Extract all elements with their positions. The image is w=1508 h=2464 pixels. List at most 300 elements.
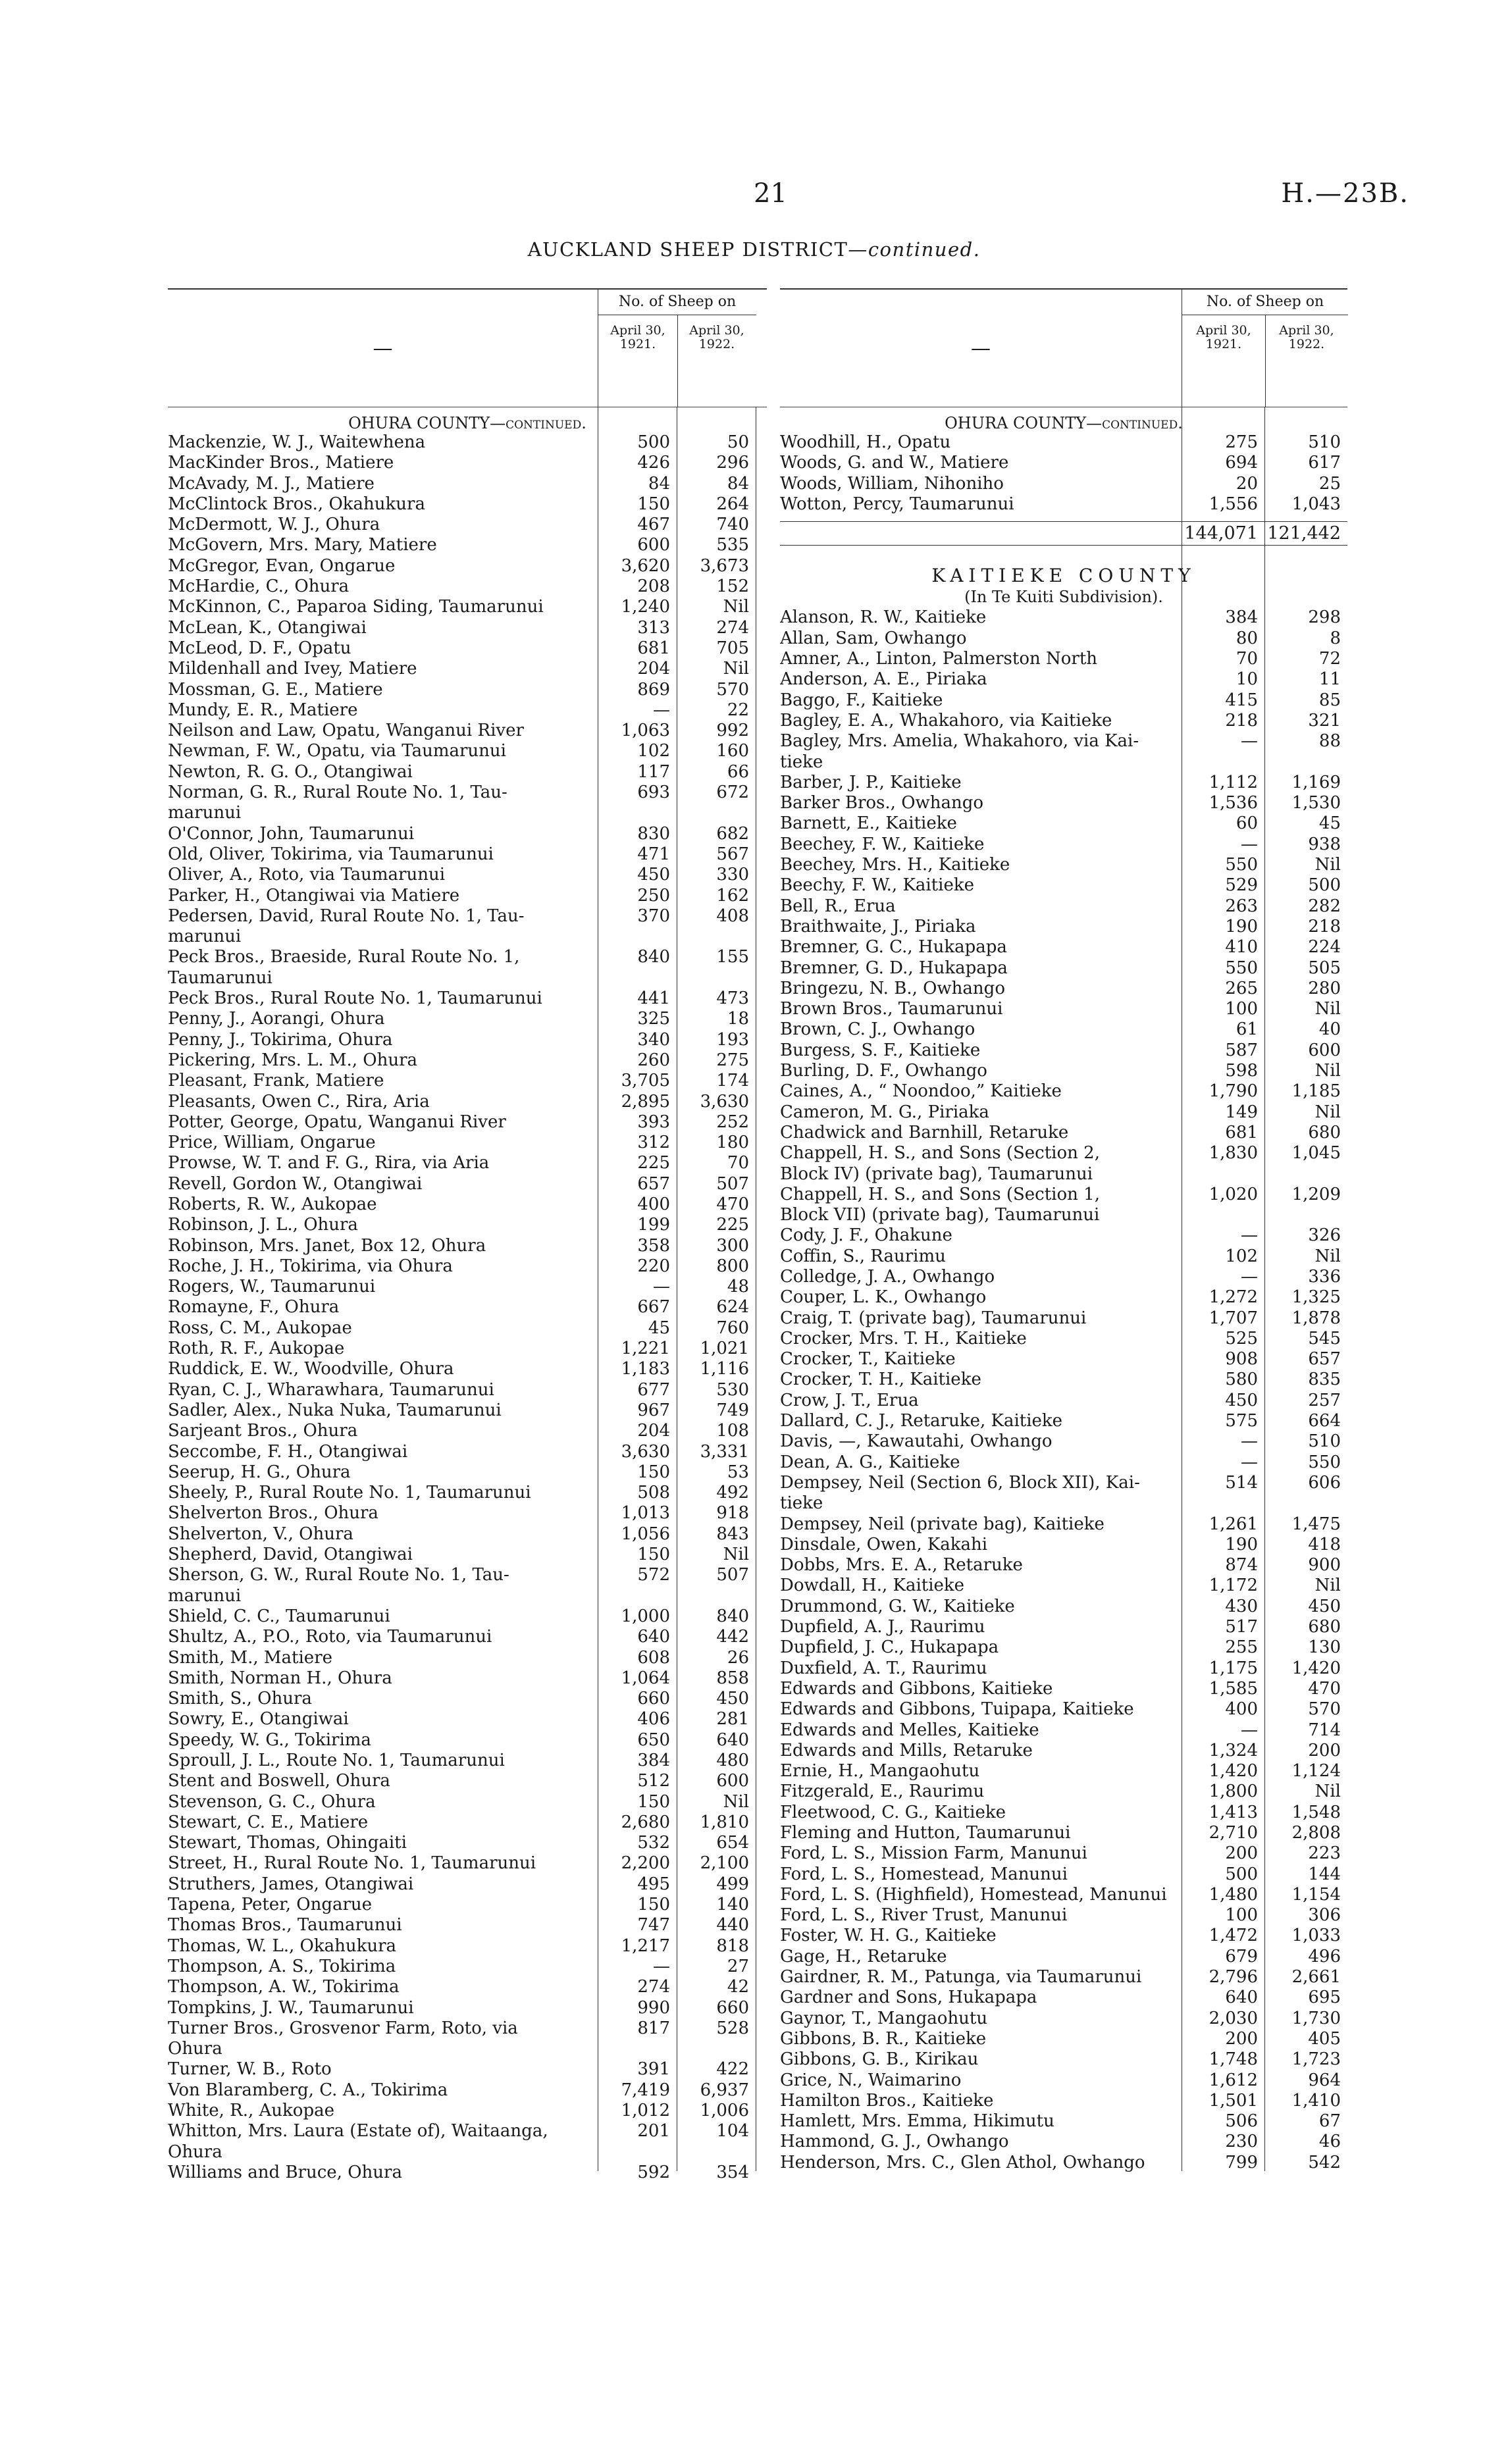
owner-name: Roberts, R. W., Aukopae [168,1194,377,1214]
owner-name: Newton, R. G. O., Otangiwai [168,761,413,782]
owner-name: Crocker, Mrs. T. H., Kaitieke [780,1328,1027,1348]
owner-name: Bremner, G. D., Hukapapa [780,958,1008,978]
owner-name: Tompkins, J. W., Taumarunui [168,1997,414,2018]
table-row [780,2070,1347,2091]
owner-name: Old, Oliver, Tokirima, via Taumarunui [168,844,494,864]
sheep-1921: 667 [637,1297,670,1318]
sheep-1921: 608 [637,1647,670,1668]
sheep-1922: 160 [716,741,749,761]
sheep-1921: 575 [1225,1411,1258,1431]
sheep-1921: 1,112 [1209,772,1258,792]
table-row [780,711,1347,731]
sheep-1922: 85 [1318,690,1341,710]
sheep-1922: 760 [716,1318,749,1338]
right-table-body [780,407,1347,2173]
sheep-1921: 100 [1225,999,1258,1019]
sheep-1922: 274 [716,617,749,638]
owner-name: Sheely, P., Rural Route No. 1, Taumarunui [168,1483,531,1503]
owner-name: Pleasants, Owen C., Rira, Aria [168,1091,430,1112]
owner-name: Thomas, W. L., Okahukura [168,1936,397,1956]
sheep-1922: 800 [716,1256,749,1276]
sheep-1922: 84 [727,473,749,494]
owner-name: Thomas Bros., Taumarunui [168,1915,402,1936]
sheep-1921: 358 [637,1235,670,1256]
owner-name: Beechey, F. W., Kaitieke [780,834,985,854]
sheep-1922: 660 [716,1997,749,2018]
owner-name: Hamlett, Mrs. Emma, Hikimutu [780,2111,1054,2132]
sheep-1922: Nil [723,597,749,617]
sheep-1922: 130 [1308,1637,1341,1658]
owner-name: Williams and Bruce, Ohura [168,2162,402,2182]
owner-name: Braithwaite, J., Piriaka [780,916,976,937]
owner-name: Sarjeant Bros., Ohura [168,1421,358,1441]
sheep-1922: 42 [727,1977,749,1997]
sheep-1921: 1,585 [1209,1678,1258,1699]
sheep-1921: 150 [637,1462,670,1482]
sheep-1922: 223 [1308,1843,1341,1864]
table-row [780,649,1347,669]
owner-name: Dempsey, Neil (Section 6, Block XII), Kai- [780,1472,1140,1493]
sheep-1921: 640 [637,1627,670,1647]
sheep-1921: 3,705 [621,1071,670,1091]
sheep-1922: 88 [1318,731,1341,752]
sheep-1922: 2,808 [1291,1823,1341,1843]
owner-name: Anderson, A. E., Piriaka [780,669,987,690]
owner-name: McDermott, W. J., Ohura [168,515,380,535]
sheep-1922: 2,100 [700,1853,749,1874]
owner-name: Ohura [168,2039,222,2059]
sheep-1922: 326 [1308,1225,1341,1246]
sheep-1922: 567 [716,844,749,864]
sheep-1922: 1,548 [1291,1802,1341,1822]
table-row [780,453,1347,473]
owner-name: Von Blaramberg, C. A., Tokirima [168,2080,448,2100]
owner-name: Baggo, F., Kaitieke [780,690,943,710]
sheep-1922: 507 [716,1565,749,1585]
sheep-1922: 900 [1308,1555,1341,1576]
sheep-1922: Nil [723,659,749,679]
sheep-1921: — [653,1277,670,1297]
owner-name: Mackenzie, W. J., Waitewhena [168,432,426,452]
owner-name: Romayne, F., Ohura [168,1297,340,1318]
sheep-1922: 1,325 [1291,1287,1341,1308]
sheep-1921: 1,217 [621,1936,670,1956]
total-row [780,521,1347,546]
sheep-1922: 843 [716,1524,749,1544]
owner-name: Gibbons, G. B., Kirikau [780,2049,979,2070]
sheep-1922: 470 [1308,1678,1341,1699]
owner-name: Ford, L. S., Homestead, Manunui [780,1864,1068,1884]
sheep-1922: Nil [723,1791,749,1812]
sheep-1922: 500 [1308,875,1341,896]
sheep-1922: 510 [1308,432,1341,452]
sheep-1921: — [653,1956,670,1976]
owner-name: Davis, —, Kawautahi, Owhango [780,1431,1053,1452]
table-row [780,629,1347,649]
sheep-count-header-group [1182,290,1348,407]
sheep-1921: 400 [1225,1699,1258,1720]
owner-name: Dupfield, A. J., Raurimu [780,1617,985,1637]
sheep-1922: 121,442 [1267,523,1341,544]
sheep-1922: 835 [1308,1370,1341,1390]
sheep-1922: 40 [1318,1019,1341,1040]
sheep-1921: 512 [637,1771,670,1791]
sheep-1921: 1,748 [1209,2049,1258,2070]
owner-name: Price, William, Ongarue [168,1133,376,1153]
sheep-1922: 840 [716,1606,749,1626]
sheep-1921: 1,064 [621,1668,670,1688]
table-row [780,1988,1347,2008]
owner-name: Woodhill, H., Opatu [780,432,951,452]
sheep-1922: 257 [1308,1390,1341,1410]
sheep-1921: 150 [637,1545,670,1565]
sheep-1922: 72 [1318,649,1341,669]
owner-name: Bremner, G. C., Hukapapa [780,937,1007,958]
sheep-1922: 530 [716,1379,749,1400]
owner-name: McAvady, M. J., Matiere [168,473,375,494]
owner-name: Henderson, Mrs. C., Glen Athol, Owhango [780,2152,1145,2172]
table-row [780,669,1347,690]
sheep-1921: — [1241,1431,1258,1452]
sheep-1921: 313 [637,617,670,638]
sheep-1921: 830 [637,823,670,844]
table-row [780,1473,1347,1493]
owner-name: Couper, L. K., Owhango [780,1287,987,1308]
owner-name: Sproull, J. L., Route No. 1, Taumarunui [168,1751,505,1770]
year-1921-header: April 30, 1921. [610,323,665,351]
sheep-1921: 391 [637,2059,670,2080]
sheep-1921: 100 [1225,1905,1258,1926]
table-row [780,1431,1347,1452]
sheep-1921: 508 [637,1483,670,1503]
sheep-1922: 422 [716,2059,749,2080]
table-row [780,690,1347,711]
table-row [780,1803,1347,1823]
owner-name: Oliver, A., Roto, via Taumarunui [168,865,446,885]
owner-name: Peck Bros., Rural Route No. 1, Taumarunui [168,988,542,1009]
owner-name: tieke [780,752,823,772]
sheep-1921: 660 [637,1689,670,1709]
sheep-1922: Nil [723,1545,749,1565]
owner-name: McLeod, D. F., Opatu [168,638,351,658]
table-row [780,1555,1347,1576]
sheep-1921: 1,556 [1209,494,1258,514]
table-row [780,834,1347,855]
owner-name: Shepherd, David, Otangiwai [168,1545,413,1565]
owner-name: Peck Bros., Braeside, Rural Route No. 1, [168,947,520,967]
owner-name: O'Connor, John, Taumarunui [168,823,415,844]
sheep-1921: 840 [637,947,670,967]
table-row [780,1741,1347,1761]
sheep-1922: 545 [1308,1328,1341,1348]
sheep-1922: 1,878 [1291,1308,1341,1328]
page-heading [0,238,1508,261]
sheep-1922: 664 [1308,1411,1341,1431]
sheep-1921: 500 [1225,1864,1258,1884]
year-1922-header: April 30, 1922. [689,323,744,351]
owner-name: Fleetwood, C. G., Kaitieke [780,1802,1006,1822]
table-row [780,1329,1347,1349]
sheep-1921: 190 [1225,916,1258,937]
table-row [780,752,1347,773]
sheep-1922: 600 [1308,1040,1341,1060]
table-row [780,1308,1347,1329]
sheep-1922: 405 [1308,2028,1341,2049]
sheep-1922: 66 [727,761,749,782]
sheep-1922: 505 [1308,958,1341,978]
sheep-1921: 1,612 [1209,2070,1258,2090]
sheep-count-header-label: No. of Sheep on [598,290,756,315]
sheep-1921: — [1241,1225,1258,1246]
sheep-1922: 140 [716,1895,749,1915]
sheep-1922: 705 [716,638,749,658]
sheep-1921: 550 [1225,855,1258,875]
sheep-1922: 480 [716,1751,749,1770]
owner-name: Dupfield, J. C., Hukapapa [780,1637,999,1658]
table-row [780,1864,1347,1885]
table-row [780,1597,1347,1617]
sheep-1922: 617 [1308,453,1341,473]
sheep-1922: 18 [727,1009,749,1029]
sheep-1922: 418 [1308,1534,1341,1554]
owner-name: Cody, J. F., Ohakune [780,1225,952,1246]
sheep-1922: 749 [716,1400,749,1420]
sheep-1921: 2,895 [621,1091,670,1112]
owner-name: Brown Bros., Taumarunui [780,999,1003,1019]
table-row [780,1720,1347,1741]
owner-name: Robinson, Mrs. Janet, Box 12, Ohura [168,1235,486,1256]
owner-name: Ruddick, E. W., Woodville, Ohura [168,1359,454,1379]
year-1922-header: April 30, 1922. [1279,323,1334,351]
sheep-1922: 606 [1308,1472,1341,1493]
table-row [780,1823,1347,1843]
sheep-1921: 199 [637,1215,670,1235]
owner-name: Newman, F. W., Opatu, via Taumarunui [168,741,506,761]
sheep-1921: 467 [637,515,670,535]
owner-name: Fleming and Hutton, Taumarunui [780,1823,1071,1843]
owner-name: Edwards and Melles, Kaitieke [780,1720,1039,1740]
owner-name: Barnett, E., Kaitieke [780,813,957,834]
sheep-1922: 336 [1308,1266,1341,1287]
year-1921-header: April 30, 1921. [1196,323,1251,351]
sheep-1921: 3,620 [621,555,670,576]
county-heading: KAITIEKE COUNTY [931,565,1196,587]
sheep-1921: 1,830 [1209,1143,1258,1164]
sheep-1921: 255 [1225,1637,1258,1658]
sheep-1921: 1,172 [1209,1576,1258,1596]
sheep-1921: 80 [1235,628,1258,648]
table-row [780,1699,1347,1720]
owner-name: Amner, A., Linton, Palmerston North [780,649,1098,669]
sheep-1921: 415 [1225,690,1258,710]
sheep-1922: 22 [727,700,749,720]
sheep-1921: 426 [637,453,670,473]
sheep-1922: 298 [1308,607,1341,628]
sheep-1921: 525 [1225,1328,1258,1348]
owner-name: Turner Bros., Grosvenor Farm, Roto, via [168,2018,518,2038]
sheep-1922: 570 [1308,1699,1341,1720]
owner-name: Ford, L. S., River Trust, Manunui [780,1905,1068,1926]
sheep-1921: 117 [637,761,670,782]
owner-name: Grice, N., Waimarino [780,2070,962,2090]
table-row [780,1679,1347,1699]
sheep-1921: 681 [1225,1122,1258,1142]
owner-name: Cameron, M. G., Piriaka [780,1102,989,1122]
owner-name: Duxfield, A. T., Raurimu [780,1658,987,1678]
sheep-1922: 218 [1308,916,1341,937]
sheep-1921: 275 [1225,432,1258,452]
sheep-1922: 27 [727,1956,749,1976]
owner-name: Edwards and Gibbons, Kaitieke [780,1678,1053,1699]
table-row [780,1617,1347,1637]
sheep-1922: 473 [716,988,749,1009]
sheep-1921: 694 [1225,453,1258,473]
owner-name: Norman, G. R., Rural Route No. 1, Tau- [168,783,507,803]
owner-name: Tapena, Peter, Ongarue [168,1895,373,1915]
sheep-1922: 408 [716,906,749,926]
sheep-1921: 370 [637,906,670,926]
sheep-1921: 274 [637,1977,670,1997]
sheep-1922: 470 [716,1194,749,1214]
owner-name: marunui [168,927,242,947]
owner-name: Prowse, W. T. and F. G., Rira, via Aria [168,1153,490,1173]
sheep-1922: 695 [1308,1988,1341,2008]
table-row [780,1926,1347,1946]
sheep-1921: 70 [1235,649,1258,669]
owner-name: Crow, J. T., Erua [780,1390,919,1410]
table-row [780,1040,1347,1061]
owner-name: Gardner and Sons, Hukapapa [780,1988,1037,2008]
owner-name: marunui [168,803,242,823]
owner-name: Seccombe, F. H., Otangiwai [168,1441,408,1462]
sheep-1921: 1,013 [621,1503,670,1524]
sheep-1922: 1,475 [1291,1514,1341,1534]
sheep-1921: 208 [637,577,670,597]
sheep-1922: 144 [1308,1864,1341,1884]
table-row [780,731,1347,752]
owner-name: Foster, W. H. G., Kaitieke [780,1926,997,1946]
table-row [780,793,1347,813]
sheep-1921: 471 [637,844,670,864]
owner-name: Shelverton Bros., Ohura [168,1503,378,1524]
table-row [780,432,1347,453]
table-row [780,958,1347,979]
owner-name: Alanson, R. W., Kaitieke [780,607,987,628]
table-row [780,979,1347,999]
table-row [780,1081,1347,1102]
sheep-1921: — [1241,731,1258,752]
sheep-1921: 204 [637,659,670,679]
owner-name: Sowry, E., Otangiwai [168,1709,349,1730]
owner-name: Drummond, G. W., Kaitieke [780,1596,1015,1616]
sheep-1921: — [1241,1720,1258,1740]
sheep-1921: 220 [637,1256,670,1276]
sheep-1922: 1,410 [1291,2090,1341,2111]
sheep-1922: 354 [716,2162,749,2182]
owner-name: Rogers, W., Taumarunui [168,1277,376,1297]
owner-name: Gairdner, R. M., Patunga, via Taumarunui [780,1967,1142,1988]
owner-name: Roche, J. H., Tokirima, via Ohura [168,1256,453,1276]
sheep-1921: 260 [637,1050,670,1070]
owner-name: Block VII) (private bag), Taumarunui [780,1205,1100,1225]
heading-suffix: —continued. [848,238,981,261]
table-row [780,2029,1347,2049]
sheep-1921: 2,030 [1209,2008,1258,2028]
sheep-1921: 201 [637,2121,670,2142]
sheep-1921: 869 [637,679,670,700]
sheep-1922: 155 [716,947,749,967]
sheep-1922: 8 [1330,628,1341,648]
sheep-1921: 677 [637,1379,670,1400]
sheep-1922: 1,116 [700,1359,749,1379]
sheep-1922: 224 [1308,937,1341,958]
owner-name: Parker, H., Otangiwai via Matiere [168,885,460,906]
sheep-1921: 325 [637,1009,670,1029]
sheep-1921: 61 [1235,1019,1258,1040]
sheep-1921: 102 [637,741,670,761]
sheep-1921: 20 [1235,473,1258,494]
sheep-1921: 2,710 [1209,1823,1258,1843]
owner-name: Bagley, Mrs. Amelia, Whakahoro, via Kai- [780,731,1139,752]
sheep-1922: 330 [716,865,749,885]
sheep-1921: 592 [637,2162,670,2182]
table-row [780,1267,1347,1287]
sheep-1922: 714 [1308,1720,1341,1740]
owner-name: Barber, J. P., Kaitieke [780,772,962,792]
table-row [780,1102,1347,1123]
sheep-1922: 6,937 [700,2080,749,2100]
sheep-1921: 1,221 [621,1339,670,1359]
sheep-1922: 67 [1318,2111,1341,2132]
sheep-1921: 1,063 [621,721,670,741]
owner-name: marunui [168,1585,242,1606]
owner-name: Ohura [168,2142,222,2162]
sheep-1921: 102 [1225,1246,1258,1266]
sheep-1922: 281 [716,1709,749,1730]
sheep-1922: 1,006 [700,2101,749,2121]
sheep-1921: 1,272 [1209,1287,1258,1308]
sheep-1922: 492 [716,1483,749,1503]
sheep-1922: 1,209 [1291,1184,1341,1204]
sheep-1921: 1,420 [1209,1761,1258,1782]
owner-name: Speedy, W. G., Tokirima [168,1730,371,1750]
sheep-1921: 506 [1225,2111,1258,2132]
sheep-1921: 144,071 [1184,523,1258,544]
owner-name: Smith, Norman H., Ohura [168,1668,392,1688]
sheep-1922: Nil [1314,1782,1341,1802]
sheep-1922: 654 [716,1833,749,1853]
sheep-1922: 282 [1308,896,1341,916]
sheep-1921: 1,000 [621,1606,670,1626]
owner-name: Stent and Boswell, Ohura [168,1771,390,1791]
sheep-1921: 312 [637,1133,670,1153]
sheep-1921: 1,472 [1209,1926,1258,1946]
table-row [780,1164,1347,1185]
sheep-1921: 1,261 [1209,1514,1258,1534]
table-row [780,1205,1347,1225]
owner-name: Edwards and Gibbons, Tuipapa, Kaitieke [780,1699,1134,1720]
owner-name: Penny, J., Aorangi, Ohura [168,1009,385,1029]
sheep-1922: 174 [716,1071,749,1091]
table-row [780,1885,1347,1905]
sheep-1922: 938 [1308,834,1341,854]
owner-name: McKinnon, C., Paparoa Siding, Taumarunui [168,597,544,617]
section-heading: OHURA COUNTY—continued. [945,414,1183,432]
owner-name: Barker Bros., Owhango [780,793,984,813]
sheep-1922: 640 [716,1730,749,1750]
table-row [780,1514,1347,1535]
table-row [780,1658,1347,1679]
